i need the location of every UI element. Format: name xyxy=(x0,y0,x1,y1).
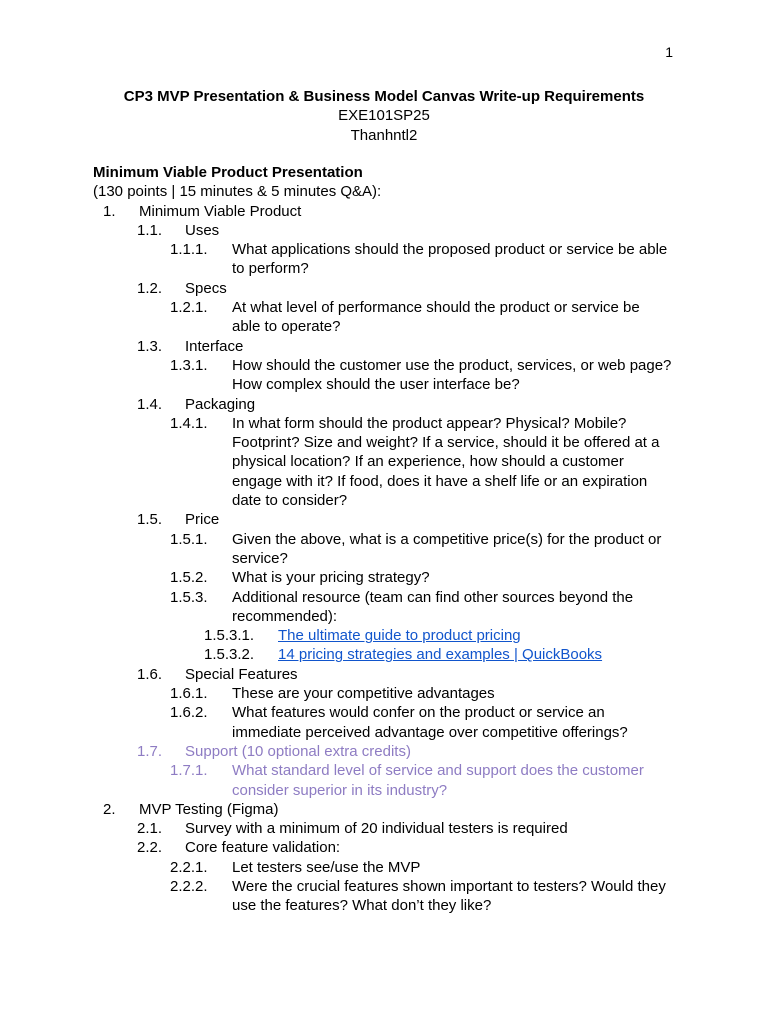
list-item xyxy=(93,877,693,916)
list-item-number: 1.4.1. xyxy=(170,414,208,432)
section-subheading: (130 points | 15 minutes & 5 minutes Q&A): xyxy=(93,183,382,201)
list-item xyxy=(93,819,693,838)
list-item-text: Minimum Viable Product xyxy=(139,202,302,220)
list-item xyxy=(93,395,693,414)
list-item-text: Special Features xyxy=(185,665,298,683)
list-item-number: 1.2.1. xyxy=(170,299,208,317)
list-item xyxy=(93,530,693,569)
list-item-text: Price xyxy=(185,511,220,529)
list-item xyxy=(93,337,693,356)
list-item-text: How should the customer use the product, services, or web page? How complex should the user interface be? xyxy=(232,356,672,394)
list-item xyxy=(93,761,693,800)
list-item-number: 1.6. xyxy=(137,665,163,683)
list-item xyxy=(93,510,693,529)
list-item-number: 1.5. xyxy=(137,511,163,529)
list-item-text: At what level of performance should the product or service be able to operate? xyxy=(232,299,640,336)
list-item xyxy=(93,356,693,395)
list-item-number: 1.5.3.1. xyxy=(204,627,255,645)
list-item xyxy=(93,684,693,703)
list-item-number: 2.2.2. xyxy=(170,877,208,895)
list-item-text: Core feature validation: xyxy=(185,839,341,857)
outline-list xyxy=(93,202,693,916)
list-item-number: 1.7.1. xyxy=(170,762,208,780)
list-item-text: These are your competitive advantages xyxy=(232,685,495,703)
document-body xyxy=(93,163,693,916)
list-item-number: 1.5.3. xyxy=(170,588,208,606)
list-item-text: In what form should the product appear? Physical? Mobile? Footprint? Size and weight? If a service, should it be offered at a physical location? If an experience, how should a customer engage with it? If food, does it have a shelf life or an expiration date to consider? xyxy=(232,414,660,510)
page-number: 1 xyxy=(665,44,673,60)
list-item-number: 2.2. xyxy=(137,839,163,857)
list-item-number: 2.2.1. xyxy=(170,858,208,876)
course-code: EXE101SP25 xyxy=(338,107,430,125)
list-item-text: What standard level of service and support does the customer consider superior in its industry? xyxy=(232,762,644,799)
list-item xyxy=(93,665,693,684)
list-item xyxy=(93,742,693,761)
list-item xyxy=(93,298,693,337)
list-item-number: 1.6.1. xyxy=(170,685,208,703)
list-item-number: 1. xyxy=(103,202,116,220)
list-item-number: 1.5.3.2. xyxy=(204,646,255,664)
list-item-text: What is your pricing strategy? xyxy=(232,569,430,587)
list-item xyxy=(93,800,693,819)
list-item xyxy=(93,626,693,645)
list-item-text: What applications should the proposed product or service be able to perform? xyxy=(232,241,668,278)
list-item-number: 1.7. xyxy=(137,742,163,760)
link-wrapper xyxy=(278,645,693,664)
list-item xyxy=(93,568,693,587)
document-title: CP3 MVP Presentation & Business Model Canvas Write-up Requirements xyxy=(123,88,645,105)
list-item xyxy=(93,240,693,279)
list-item xyxy=(93,838,693,857)
list-item-text: Additional resource (team can find other sources beyond the recommended): xyxy=(232,588,634,625)
list-item xyxy=(93,703,693,742)
list-item-number: 1.1. xyxy=(137,221,163,239)
list-item-number: 1.1.1. xyxy=(170,241,208,259)
list-item-text: Were the crucial features shown important to testers? Would they use the features? What don’t they like? xyxy=(232,877,666,915)
list-item-text: Packaging xyxy=(185,395,256,413)
list-item-number: 2. xyxy=(103,800,116,818)
list-item-text: Given the above, what is a competitive price(s) for the product or service? xyxy=(232,530,662,567)
list-item-text: What features would confer on the product or service an immediate perceived advantage over competitive offerings? xyxy=(232,704,628,741)
list-item-number: 1.2. xyxy=(137,279,163,297)
list-item xyxy=(93,858,693,877)
list-item-text: Interface xyxy=(185,337,244,355)
list-item-number: 1.5.2. xyxy=(170,569,208,587)
list-item-text: Specs xyxy=(185,279,227,297)
list-item-text: Let testers see/use the MVP xyxy=(232,858,421,876)
resource-link[interactable]: 14 pricing strategies and examples | QuickBooks xyxy=(278,646,603,664)
list-item-number: 1.3. xyxy=(137,337,163,355)
link-wrapper xyxy=(278,626,693,645)
list-item-text: Uses xyxy=(185,221,220,239)
list-item-number: 1.6.2. xyxy=(170,704,208,722)
author-name: Thanhntl2 xyxy=(350,126,418,144)
section-heading: Minimum Viable Product Presentation xyxy=(93,164,363,181)
list-item-text: MVP Testing (Figma) xyxy=(139,800,279,818)
list-item xyxy=(93,221,693,240)
list-item xyxy=(93,588,693,627)
list-item-number: 1.5.1. xyxy=(170,530,208,548)
list-item-text: Support (10 optional extra credits) xyxy=(185,742,411,760)
list-item xyxy=(93,414,693,510)
resource-link[interactable]: The ultimate guide to product pricing xyxy=(278,627,521,645)
list-item-text: Survey with a minimum of 20 individual testers is required xyxy=(185,820,568,838)
list-item xyxy=(93,279,693,298)
list-item xyxy=(93,202,693,221)
list-item-number: 1.4. xyxy=(137,395,163,413)
list-item-number: 1.3.1. xyxy=(170,356,208,374)
list-item xyxy=(93,645,693,664)
document-header xyxy=(0,87,768,145)
list-item-number: 2.1. xyxy=(137,820,163,838)
